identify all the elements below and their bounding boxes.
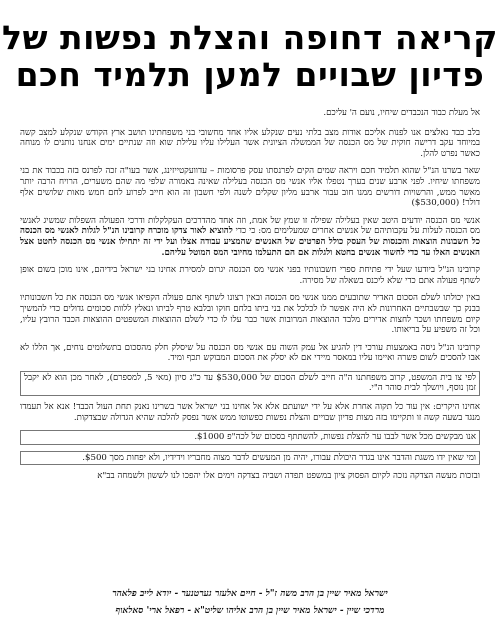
- paragraph-7: אחינו היקרים: אין עוד כל תקוה אחרת אלא על ידי ישועתם אלא אל אחינו בני ישראל אשר בשרינו נאנק תחת העול הכבד! אנא אל תעמדו מנגד בשעה קשה זו ותקיימו בזה מצות פדיון שבויים והצלת נפשות כפשוטו ממש אשר נפסק להלכה שהיא הגדולה שבצדקות.: [20, 402, 480, 423]
- signature-line-1: ישראל מאיר שיין בן הרב משה ז"ל - חיים אלעזר גערטנער - יודא לייב פלאהר: [112, 589, 388, 599]
- signature-line-2: מרדכי שיין - ישראל מאיר שיין בן הרב אליהו שליט"א - רפאל ארי' סאלאוף: [115, 606, 385, 616]
- salutation: אל מעלת כבוד הנכבדים שיחיו, נועם ה' עליכם.: [323, 108, 480, 118]
- paragraph-6: קרובינו הנ"ל ניסה באמצעות עורכי דין להגיע אל עמק השוה עם אנשי מס הכנסה על שיסלק חלק מהסכום בתשלומים נוחים, אך הללו לא אבו להסכים לשום פשרה ואיימו עליו במאסר מיידי אם לא יסלק את הסכום המבוקש תכף ומיד.: [20, 342, 480, 364]
- paragraph-3-bold: להוציא לאור צדקו מוכרח קרובינו הנ"ל לגלות לאנשי מס הכנסה כל חשבונות הוצאות והכנסות של העסק כולל הפרטים של האנשים שהמציע עבודה אצלו ועל ידי זה יתחילו אנשי מס הכנסה לחטט אצל האנשים האלו עד כדי לחשוד אנשים בחטא ולגלות אם הם התעלמו מחיובי המס המוטל עליהם.: [20, 226, 480, 258]
- paragraph-1: בלב כבד נאלצים אנו לפנות אליכם אודות מצב בלתי נעים שנקלע אליו אחד מחשובי בני משפחתינו תושב ארץ הקודש שנקלע למצב קשה במיוחד עקב דרישה חוקית של מס הכנסה של הממשלה הציונית אשר העלילו עליו עלילת שוא וזה שנתיים ימים אנחנו נותנים לו מנוחה כאשר נפרט להלן.: [20, 127, 480, 159]
- title-line-1: קריאה דחופה והצלת נפשות של: [2, 18, 498, 57]
- paragraph-3-text: אנשי מס הכנסה יודעים היטב שאין בעלילה שפילה זו שמץ של אמת, וזה אחד מהדרכים העקלקלות ודרכי הפעולה השפלות שמשיג לאנשי מס הכנסה לעלות על עקבותיהם של אנשים אחרים שמעלימים מס: כי כדי: [20, 215, 480, 237]
- paragraph-4: קרובינו הנ"ל ביודעו שעל ידי פתיחת ספרי חשבונותיו בפני אנשי מס הכנסה יגרום למסירת אחינו בני ישראל בידיהם, אינו מוכן בשום אופן לשתף פעולה אתם כדי שלא ליכנס בשאלה של מסירה.: [20, 265, 480, 286]
- closing-paragraph: ובזכות מעשה הצדקה נזכה לקיום הפסוק ציון במשפט תפדה ושביה בצדקה וימים אלו יהפכו לנו לששון ולשמחה בב"א: [97, 471, 480, 482]
- paragraph-5: באין יכולתו לשלם הסכום האדיר שתובעים ממנו אנשי מס הכנסה ובאין רצונו לשתף אתם פעולה הקפיאו אנשי מס הכנסה את כל חשבונותיו בבנק כך שבשבתיים האחרונות לא היה אפשר לו לכלכל את בני ביתו בלחם חוקו ובלבא טרף לביתו ונאלץ ללוות סכומים גדולים כדי להמשיך קיום משפחתו ושכר לחצות אדירים מלבד ההוצאות המרובות אשר כבר עלו לו כדי לשלם ההוצאות המשפטים ההוצאות הכבד הרובץ עליו, וכל זה משפיע על בריאותו.: [20, 293, 480, 336]
- court-order-box: לפי צו בית המשפט, קרוב משפחתנו ה"ה חייב לשלם הסכום של $530,000 עד כ"ג סיון (מאי 5, למספרם), לאחר מכן הוא לא יקבל זמן נוסף, ויושלך לבית סוהר ה"י.: [20, 371, 480, 396]
- request-1000-box: אנו מבקשים מכל אשר לבבו ער להצלת נפשות, להשתתף בסכום של לכה"פ $1000.: [20, 430, 480, 445]
- letter-body: [20, 108, 480, 489]
- request-500-box: ומי שאין ידו משגת והדבר אינו בגדר היכולת עבורו, יהיה מן המעשים לדבר מצוה מחבריו וידידיו, ולא יפחות מסך $500.: [20, 451, 480, 466]
- paragraph-2: שאר בשרנו הנ"ל שהוא תלמיד חכם ויראה שמים הקים לפרנסתו עסק פרסומות – עדוועקטייזינג, אשר בעו"ה זכה לפרנס בזה בכבוד את בני משפחתו שיחיו. לפני ארבע שנים בערך נטפלו אליו אנשי מס הכנסה בעלילה שאינה באמורה שלפי מה שהם משערים, הרויח הרבה יותר מאשר ממש, והרשויות דורשים ממנו חוב עבור ארבע מליון שקלים לשנה ולפי חשבון זה הוא חייב לפרוע לחם חמש מאות שלושים אלף דולר! ($530,000): [20, 166, 480, 209]
- paragraph-3: [20, 216, 480, 258]
- title-line-2: פדיון שבויים למען תלמיד חכם: [15, 55, 485, 94]
